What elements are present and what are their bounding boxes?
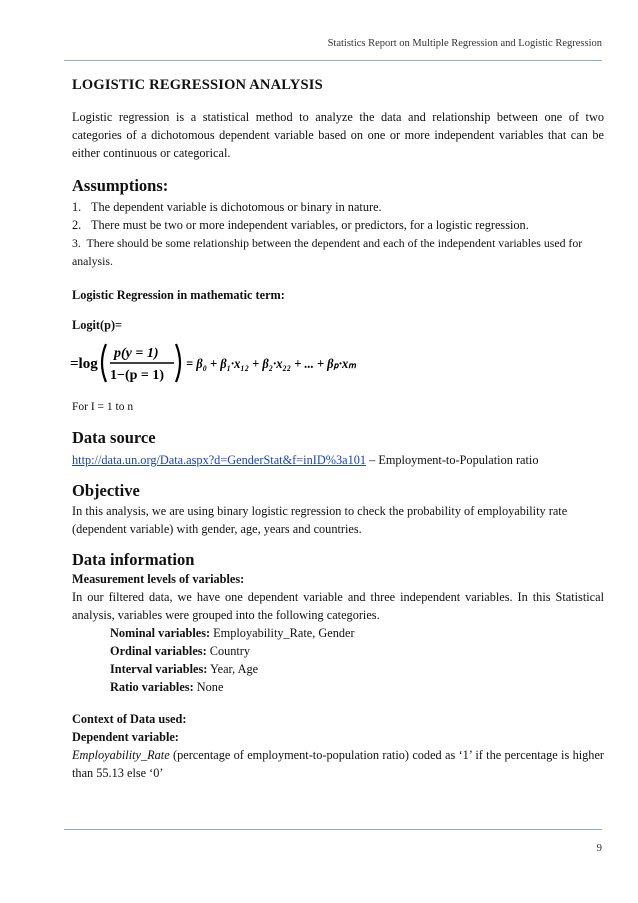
running-header: Statistics Report on Multiple Regression and Logistic Regression (327, 38, 602, 49)
logit-label: Logit(p)= (72, 318, 123, 332)
measurement-heading: Measurement levels of variables: (72, 572, 245, 586)
data-info-heading: Data information (72, 550, 195, 569)
dependent-description (72, 746, 604, 782)
assumption-item (72, 216, 604, 234)
level-value: Country (206, 644, 251, 658)
section-title: LOGISTIC REGRESSION ANALYSIS (72, 77, 323, 93)
list-number: 3. (72, 236, 81, 250)
footer-rule (64, 829, 602, 830)
formula-numerator: p(y = 1) (114, 346, 159, 361)
level-item (110, 678, 604, 696)
level-item (110, 624, 604, 642)
data-source-suffix: – Employment-to-Population ratio (366, 453, 539, 467)
variable-description: (percentage of employment-to-population ratio) coded as ‘1’ if the percentage is higher than 55.13 else ‘0’ (72, 748, 604, 780)
header-rule (64, 60, 602, 61)
level-value: None (193, 680, 224, 694)
level-label: Ordinal variables: (110, 644, 207, 658)
level-label: Ratio variables: (110, 680, 194, 694)
logit-formula-image (70, 339, 360, 387)
level-item (110, 642, 604, 660)
assumption-item (72, 198, 604, 216)
list-number: 2. (72, 218, 82, 232)
list-text: There must be two or more independent variables, or predictors, for a logistic regression. (91, 218, 529, 232)
list-text: There should be some relationship between the dependent and each of the independent variables used for analysis. (72, 236, 583, 268)
page-number: 9 (596, 842, 602, 854)
level-value: Year, Age (207, 662, 259, 676)
formula-denominator: 1−(p = 1) (110, 368, 165, 383)
page-content (72, 76, 604, 782)
formula-rhs: = β₀ + β₁·x₁₂ + β₂·x₂₂ + ... + βₚ·xₘ (186, 357, 358, 372)
variable-name: Employability_Rate (72, 748, 170, 762)
objective-text: In this analysis, we are using binary logistic regression to check the probability of employability rate (dependent variable) with gender, age, years and countries. (72, 504, 568, 536)
context-heading: Context of Data used: (72, 712, 187, 726)
list-text: The dependent variable is dichotomous or binary in nature. (91, 200, 382, 214)
level-value: Employability_Rate, Gender (210, 626, 355, 640)
dependent-heading: Dependent variable: (72, 730, 179, 744)
level-item (110, 660, 604, 678)
objective-heading: Objective (72, 481, 140, 500)
data-info-text: In our filtered data, we have one dependent variable and three independent variables. In this Statistical analysis, variables were grouped into the following categories. (72, 590, 604, 622)
data-source-link[interactable]: http://data.un.org/Data.aspx?d=GenderStat&f=inID%3a101 (72, 453, 367, 467)
measurement-levels (72, 624, 604, 696)
assumption-item (72, 234, 604, 270)
data-source-line (72, 451, 604, 469)
assumptions-list (72, 198, 604, 270)
formula-prefix: =log (70, 356, 98, 372)
assumptions-heading: Assumptions: (72, 176, 169, 195)
list-number: 1. (72, 200, 82, 214)
range-text: For I = 1 to n (72, 401, 134, 413)
level-label: Nominal variables: (110, 626, 211, 640)
level-label: Interval variables: (110, 662, 208, 676)
intro-paragraph: Logistic regression is a statistical method to analyze the data and relationship between one of two categories of a dichotomous dependent variable based on one or more independent variables that can be either continuous or categorical. (72, 110, 604, 160)
math-heading: Logistic Regression in mathematic term: (72, 288, 285, 302)
data-source-heading: Data source (72, 428, 156, 447)
